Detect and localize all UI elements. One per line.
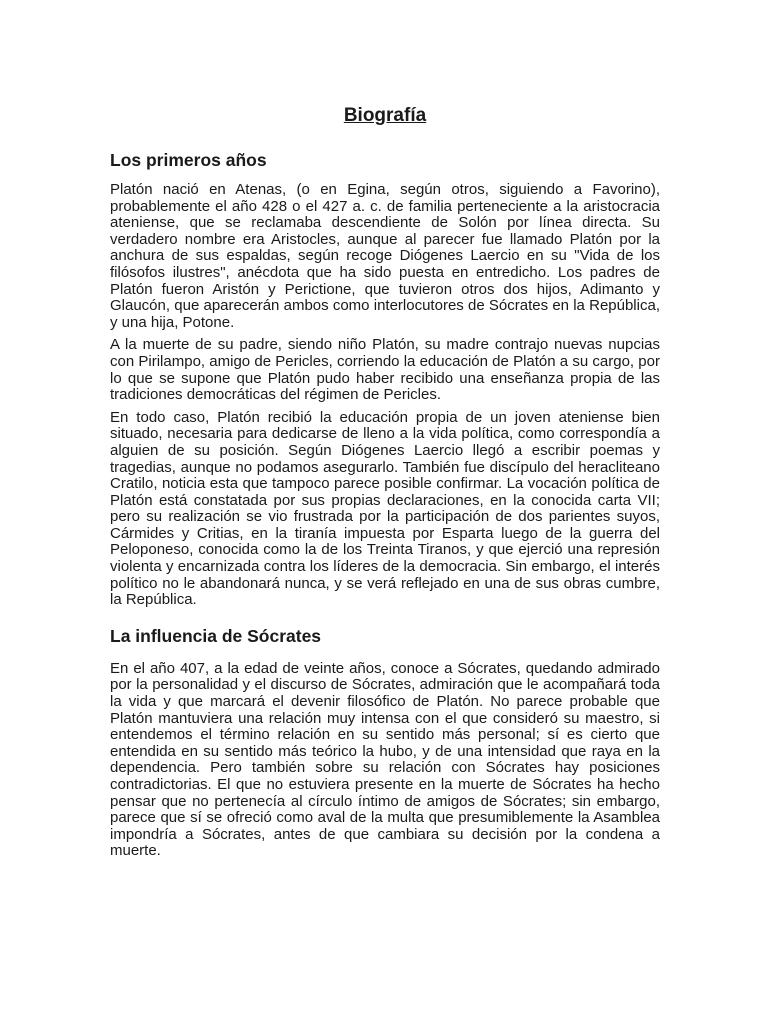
- document-page: [110, 103, 660, 866]
- paragraph: En el año 407, a la edad de veinte años, conoce a Sócrates, quedando admirado por la personalidad y el discurso de Sócrates, admiración que le acompañará toda la vida y que marcará el devenir filosófico de Platón. No parece probable que Platón mantuviera una relación muy intensa con el que consideró su maestro, si entendemos el término relación en su sentido más personal; sí es cierto que entendida en su sentido más teórico la hubo, y de una intensidad que raya en la dependencia. Pero también sobre su relación con Sócrates hay posiciones contradictorias. El que no estuviera presente en la muerte de Sócrates ha hecho pensar que no pertenecía al círculo íntimo de amigos de Sócrates; sin embargo, parece que sí se ofreció como aval de la multa que presumiblemente la Asamblea impondría a Sócrates, antes de que cambiara su decisión por la condena a muerte.: [110, 659, 660, 860]
- section-heading: La influencia de Sócrates: [110, 625, 322, 646]
- section-primeros-anos: [110, 149, 660, 609]
- section-influencia-socrates: [110, 625, 660, 860]
- section-heading: Los primeros años: [110, 150, 267, 170]
- paragraph: En todo caso, Platón recibió la educación propia de un joven ateniense bien situado, necesaria para dedicarse de lleno a la vida política, como correspondía a alguien de su posición. Según Diógenes Laercio llegó a escribir poemas y tragedias, aunque no podamos asegurarlo. También fue discípulo del heracliteano Cratilo, noticia esta que tampoco parece posible confirmar. La vocación política de Platón está constatada por sus propias declaraciones, en la conocida carta VII; pero su realización se vio frustrada por la participación de dos parientes suyos, Cármides y Critias, en la tiranía impuesta por Esparta luego de la guerra del Peloponeso, conocida como la de los Treinta Tiranos, y que ejerció una represión violenta y encarnizada contra los líderes de la democracia. Sin embargo, el interés político no le abandonará nunca, y se verá reflejado en una de sus obras cumbre, la República.: [110, 408, 660, 609]
- paragraph: A la muerte de su padre, siendo niño Platón, su madre contrajo nuevas nupcias con Pirilampo, amigo de Pericles, corriendo la educación de Platón a su cargo, por lo que se supone que Platón pudo haber recibido una enseñanza propia de las tradiciones democráticas del régimen de Pericles.: [110, 336, 660, 404]
- paragraph: Platón nació en Atenas, (o en Egina, según otros, siguiendo a Favorino), probablemente el año 428 o el 427 a. c. de familia perteneciente a la aristocracia ateniense, que se reclamaba descendiente de Solón por línea directa. Su verdadero nombre era Aristocles, aunque al parecer fue llamado Platón por la anchura de sus espaldas, según recoge Diógenes Laercio en su "Vida de los filósofos ilustres", anécdota que ha sido puesta en entredicho. Los padres de Platón fueron Aristón y Perictione, que tuvieron otros dos hijos, Adimanto y Glaucón, que aparecerán ambos como interlocutores de Sócrates en la República, y una hija, Potone.: [110, 181, 660, 331]
- page-title: Biografía: [343, 105, 427, 126]
